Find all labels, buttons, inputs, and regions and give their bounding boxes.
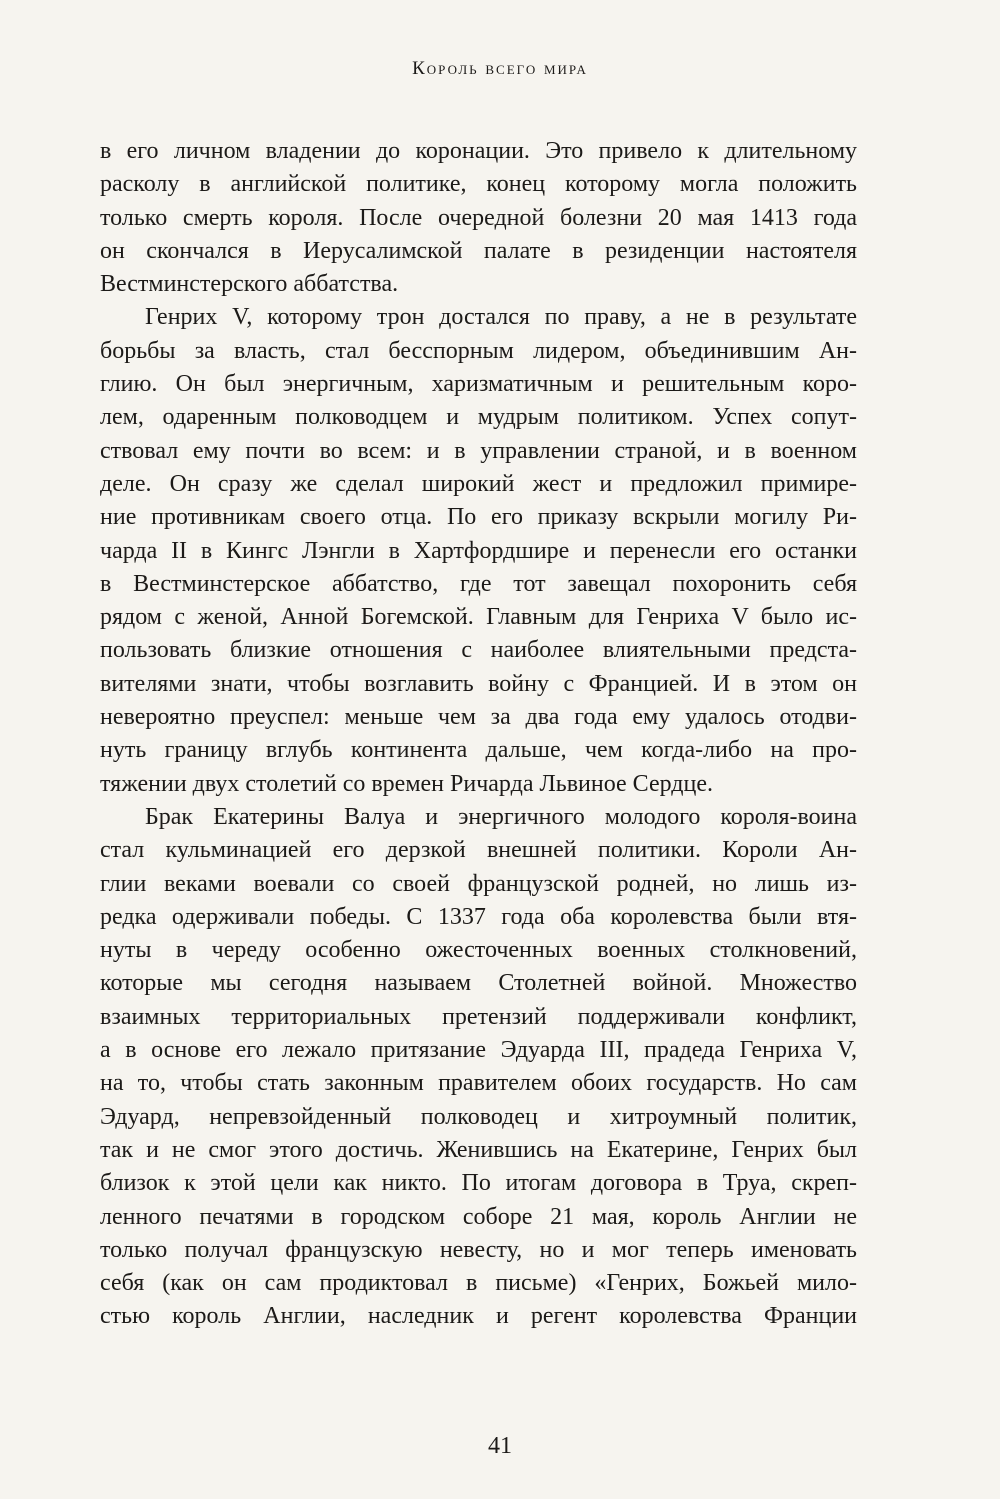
text-line: чарда II в Кингс Лэнгли в Хартфордшире и перенесли его останки bbox=[100, 537, 857, 564]
text-line: нуть границу вглубь континента дальше, чем когда-либо на про- bbox=[100, 737, 857, 764]
text-line: стью король Англии, наследник и регент королевства Франции bbox=[100, 1303, 857, 1330]
text-line: нуты в череду особенно ожесточенных военных столкновений, bbox=[100, 937, 857, 964]
text-line: ленного печатями в городском соборе 21 мая, король Англии не bbox=[100, 1203, 857, 1230]
text-line: глии веками воевали со своей французской родней, но лишь из- bbox=[100, 870, 857, 897]
text-line: в Вестминстерское аббатство, где тот завещал похоронить себя bbox=[100, 570, 857, 597]
text-line: вителями знати, чтобы возглавить войну с Францией. И в этом он bbox=[100, 670, 857, 697]
text-line: близок к этой цели как никто. По итогам договора в Труа, скреп- bbox=[100, 1170, 857, 1197]
text-line: рядом с женой, Анной Богемской. Главным для Генриха V было ис- bbox=[100, 604, 857, 631]
text-line: Вестминстерского аббатства. bbox=[100, 271, 399, 298]
running-header: Король всего мира bbox=[412, 58, 588, 79]
text-line: Генрих V, которому трон достался по праву, а не в результате bbox=[145, 304, 857, 331]
text-line: взаимных территориальных претензий поддерживали конфликт, bbox=[100, 1003, 857, 1030]
text-line: в его личном владении до коронации. Это привело к длительному bbox=[100, 138, 857, 164]
text-line: на то, чтобы стать законным правителем обоих государств. Но сам bbox=[100, 1070, 857, 1097]
text-line: невероятно преуспел: меньше чем за два года ему удалось отодви- bbox=[100, 704, 857, 731]
text-line: Брак Екатерины Валуа и энергичного молодого короля-воина bbox=[145, 803, 857, 830]
text-line: он скончался в Иерусалимской палате в резиденции настоятеля bbox=[100, 237, 857, 264]
text-line: ствовал ему почти во всем: и в управлении страной, и в военном bbox=[100, 437, 857, 464]
text-line: расколу в английской политике, конец которому могла положить bbox=[100, 171, 857, 198]
text-line: а в основе его лежало притязание Эдуарда III, прадеда Генриха V, bbox=[100, 1037, 857, 1064]
text-line: себя (как он сам продиктовал в письме) «Генрих, Божьей мило- bbox=[100, 1270, 857, 1297]
text-line: глию. Он был энергичным, харизматичным и решительным коро- bbox=[100, 371, 857, 398]
text-line: Эдуард, непревзойденный полководец и хитроумный политик, bbox=[100, 1103, 857, 1130]
text-line: только смерть короля. После очередной болезни 20 мая 1413 года bbox=[100, 204, 857, 231]
text-line: борьбы за власть, стал бесспорным лидером, объединившим Ан- bbox=[100, 337, 857, 364]
text-line: редка одерживали победы. С 1337 года оба королевства были втя- bbox=[100, 903, 857, 930]
text-line: так и не смог этого достичь. Женившись на Екатерине, Генрих был bbox=[100, 1136, 857, 1163]
text-line: тяжении двух столетий со времен Ричарда Львиное Сердце. bbox=[100, 770, 714, 797]
text-line: только получал французскую невесту, но и мог теперь именовать bbox=[100, 1236, 857, 1263]
text-line: ние противникам своего отца. По его приказу вскрыли могилу Ри- bbox=[100, 504, 857, 531]
text-line: которые мы сегодня называем Столетней войной. Множество bbox=[100, 970, 857, 997]
text-line: деле. Он сразу же сделал широкий жест и предложил примире- bbox=[100, 470, 857, 497]
text-line: стал кульминацией его дерзкой внешней политики. Короли Ан- bbox=[100, 837, 857, 864]
text-line: лем, одаренным полководцем и мудрым политиком. Успех сопут- bbox=[100, 404, 857, 431]
page-number: 41 bbox=[488, 1433, 512, 1459]
body-text bbox=[100, 135, 857, 1334]
text-line: пользовать близкие отношения с наиболее влиятельными предста- bbox=[100, 637, 857, 664]
